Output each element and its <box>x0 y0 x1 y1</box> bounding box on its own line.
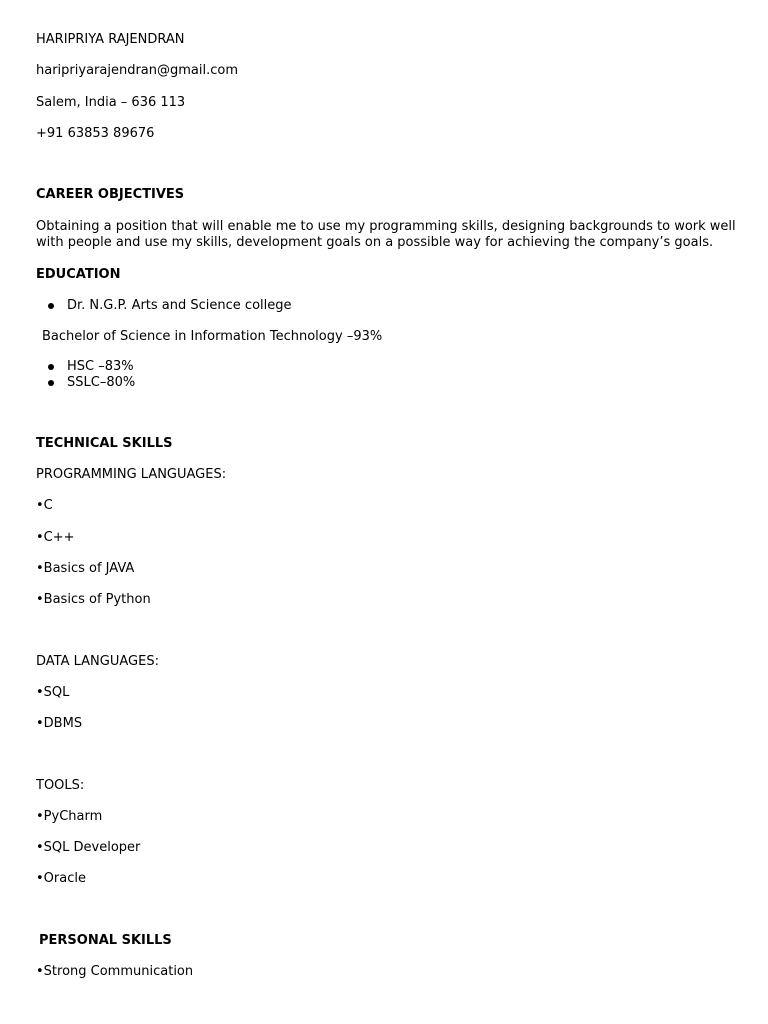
bullet-icon <box>48 380 54 386</box>
tool-item: •Oracle <box>36 871 86 886</box>
skill-item: •C++ <box>36 530 75 545</box>
education-heading: EDUCATION <box>36 267 121 282</box>
sslc-score: SSLC–80% <box>67 375 136 390</box>
bullet-icon <box>48 303 54 309</box>
data-languages-label: DATA LANGUAGES: <box>36 654 159 669</box>
skill-item: •Basics of JAVA <box>36 561 135 576</box>
technical-skills-heading: TECHNICAL SKILLS <box>36 436 173 451</box>
hsc-score: HSC –83% <box>67 359 134 374</box>
bullet-icon <box>48 364 54 370</box>
programming-languages-label: PROGRAMMING LANGUAGES: <box>36 467 227 482</box>
skill-item: •SQL <box>36 685 70 700</box>
tool-item: •SQL Developer <box>36 840 141 855</box>
college-name: Dr. N.G.P. Arts and Science college <box>67 298 292 313</box>
tools-label: TOOLS: <box>36 778 85 793</box>
skill-item: •Basics of Python <box>36 592 151 607</box>
career-objectives-text: Obtaining a position that will enable me to use my programming skills, designing backgrounds to work well with people and use my skills, development goals on a possible way for achieving the company’s goals. <box>36 219 736 250</box>
personal-skills-heading: PERSONAL SKILLS <box>39 933 172 948</box>
career-objectives-heading: CAREER OBJECTIVES <box>36 187 185 202</box>
tool-item: •PyCharm <box>36 809 103 824</box>
skill-item: •C <box>36 498 53 513</box>
personal-skill-item: •Strong Communication <box>36 964 194 979</box>
phone-number: +91 63853 89676 <box>36 126 155 141</box>
location: Salem, India – 636 113 <box>36 95 186 110</box>
degree-line: Bachelor of Science in Information Technology –93% <box>42 329 383 344</box>
email-address: haripriyarajendran@gmail.com <box>36 63 238 78</box>
skill-item: •DBMS <box>36 716 83 731</box>
candidate-name: HARIPRIYA RAJENDRAN <box>36 32 185 47</box>
